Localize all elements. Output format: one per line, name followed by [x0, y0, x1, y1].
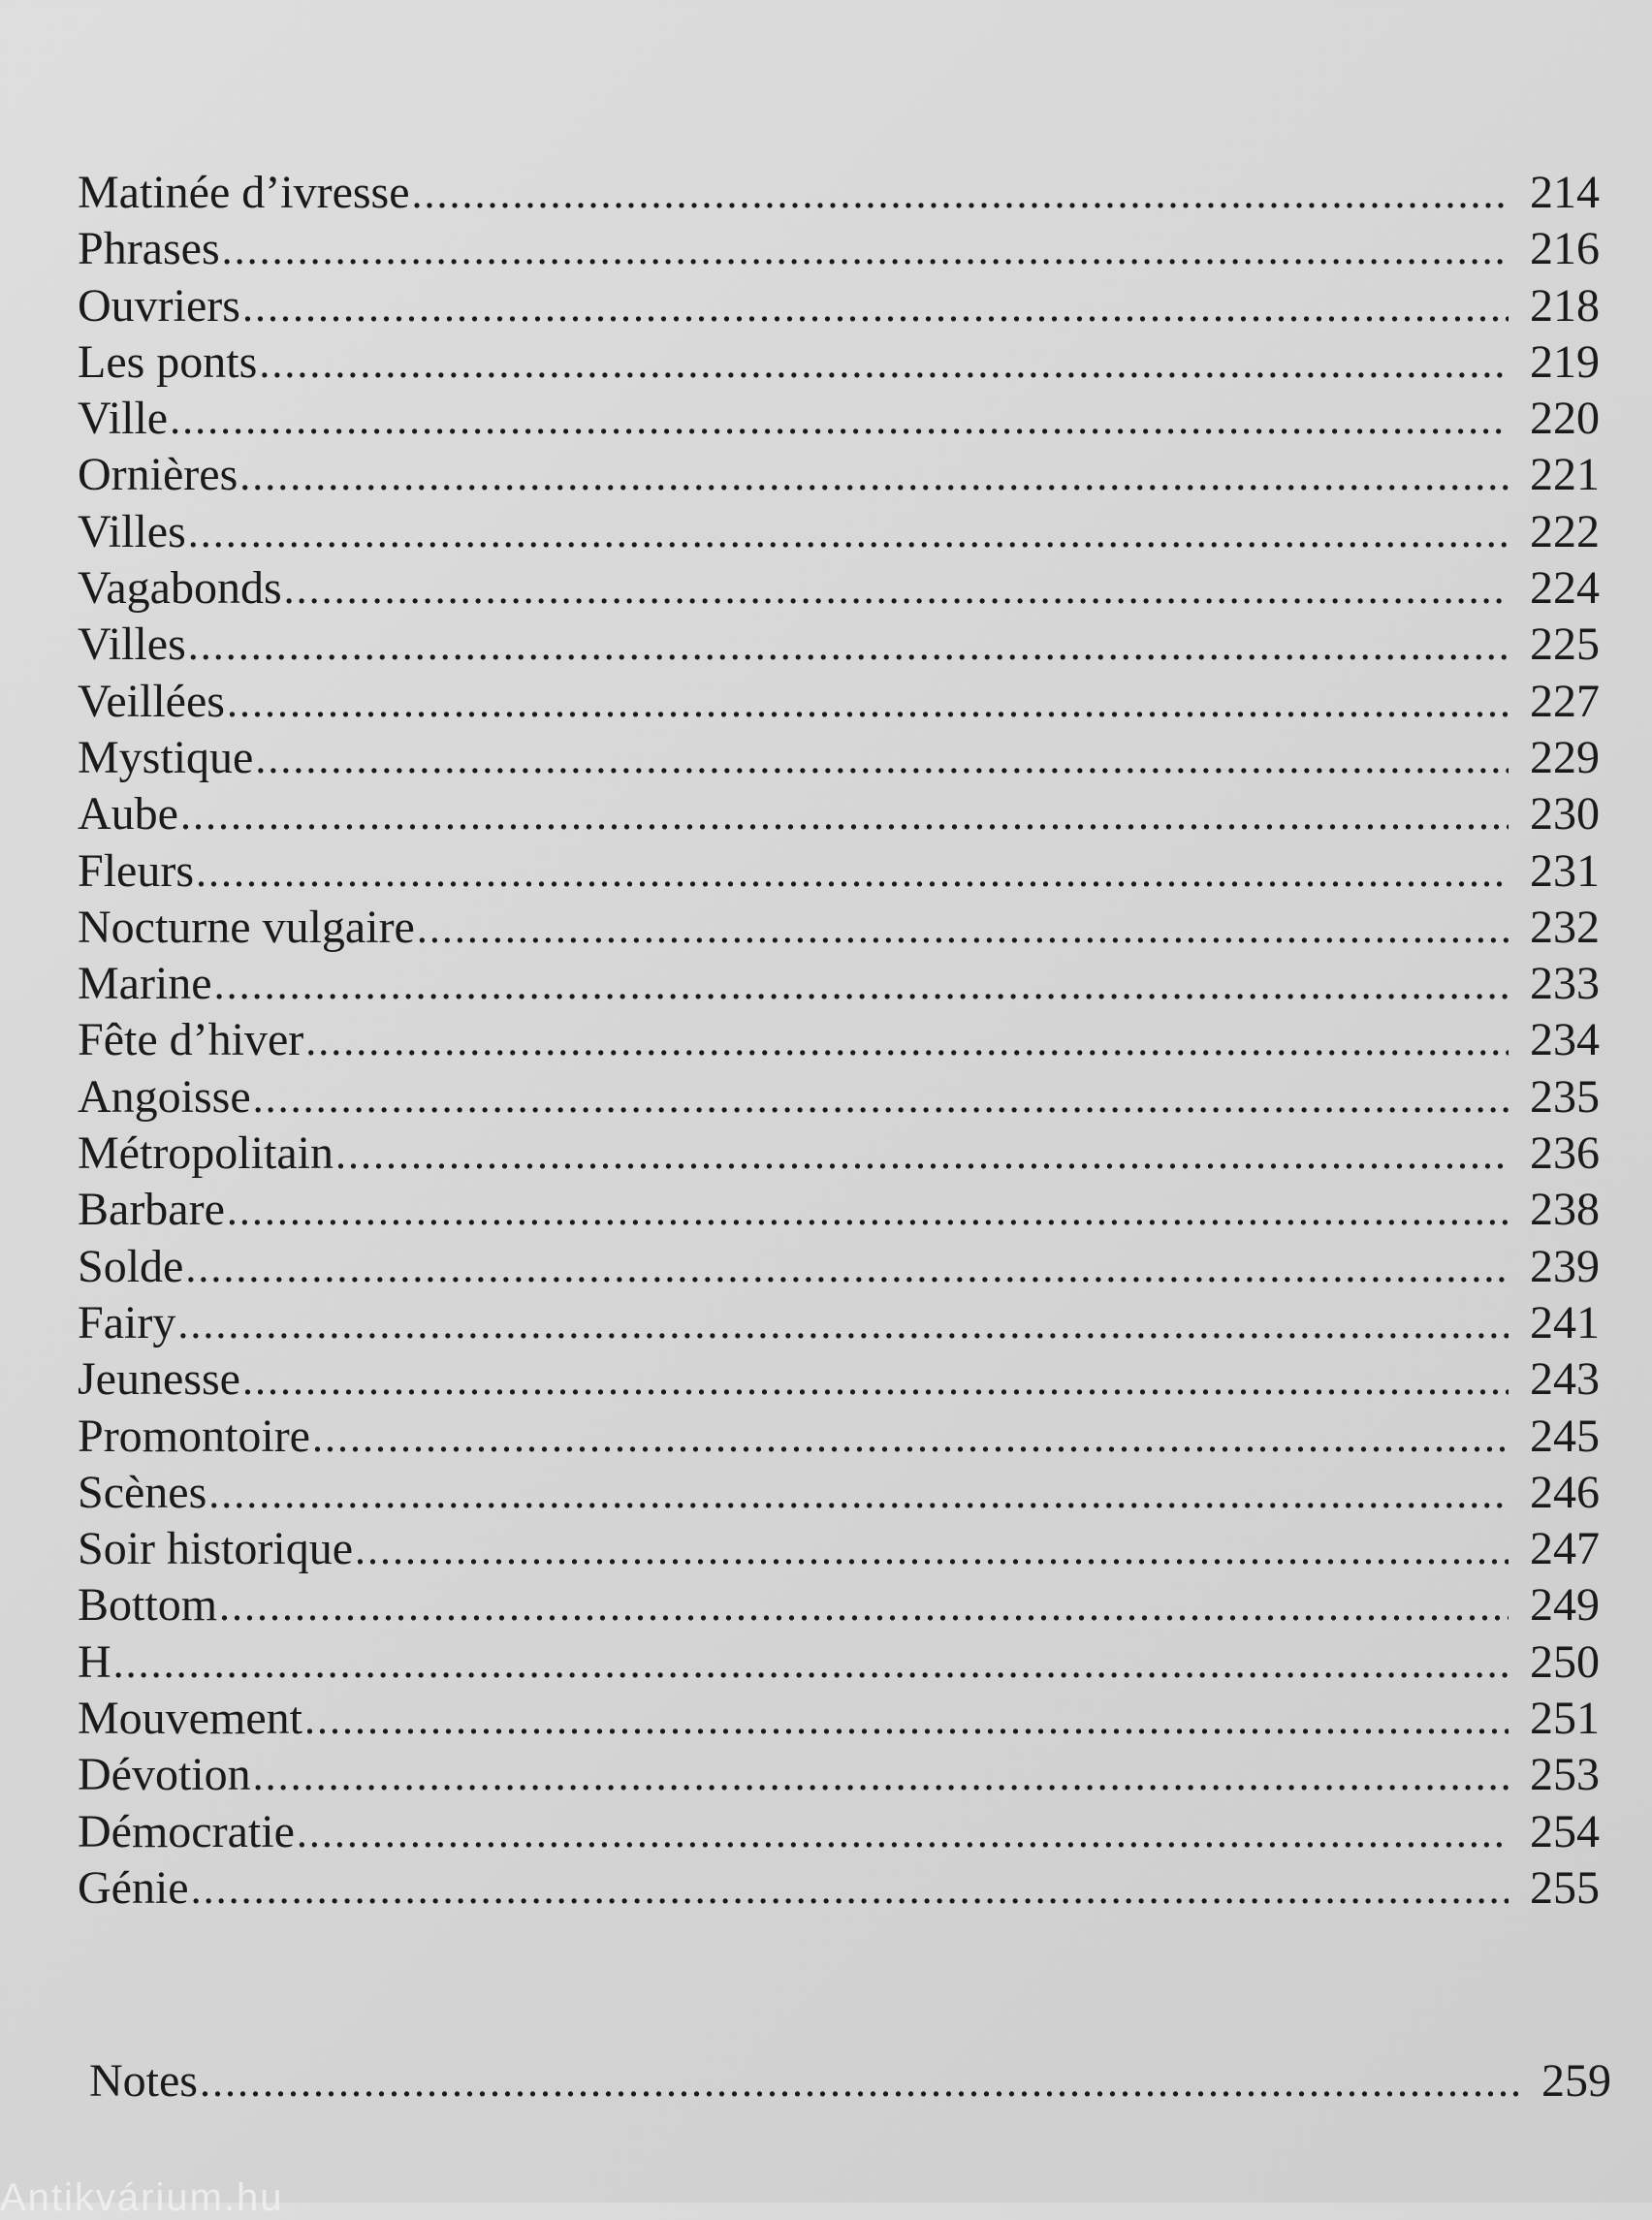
- toc-entry-page: 250: [1530, 1635, 1600, 1688]
- toc-entry-title: Génie: [78, 1861, 189, 1914]
- toc-entry-page: 230: [1530, 788, 1600, 840]
- toc-entry-page: 249: [1530, 1579, 1600, 1632]
- toc-notes-page: 259: [1541, 2055, 1611, 2107]
- toc-entry-page: 239: [1530, 1240, 1600, 1292]
- toc-entry: [78, 1577, 1600, 1633]
- toc-entry: [78, 1634, 1600, 1691]
- dot-leader: [185, 1240, 1509, 1296]
- toc-notes-title: Notes: [89, 2055, 198, 2107]
- dot-leader: [304, 1692, 1509, 1748]
- toc-entry-title: Angoisse: [78, 1070, 251, 1123]
- dot-leader: [239, 448, 1509, 504]
- toc-entry-page: 246: [1530, 1466, 1600, 1518]
- toc-entry-title: Démocratie: [78, 1805, 295, 1857]
- dot-leader: [227, 1183, 1509, 1239]
- toc-entry-page: 241: [1530, 1296, 1600, 1348]
- toc-entry: [78, 165, 1600, 221]
- toc-entry: [78, 1521, 1600, 1577]
- watermark: Antikvárium.hu: [0, 2176, 284, 2219]
- toc-entry-page: 233: [1530, 958, 1600, 1010]
- toc-entry-page: 238: [1530, 1184, 1600, 1236]
- table-of-contents: [78, 165, 1600, 1917]
- toc-entry-title: Marine: [78, 958, 212, 1010]
- dot-leader: [180, 787, 1509, 843]
- dot-leader: [242, 1352, 1509, 1409]
- toc-entry-page: 254: [1530, 1805, 1600, 1857]
- dot-leader: [255, 731, 1509, 787]
- toc-entry: [78, 1691, 1600, 1747]
- toc-entry: [78, 504, 1600, 560]
- toc-entry-title: Phrases: [78, 223, 220, 275]
- dot-leader: [417, 901, 1509, 957]
- toc-entry: [78, 1351, 1600, 1408]
- toc-entry-notes: [89, 2053, 1611, 2109]
- toc-entry-page: 220: [1530, 393, 1600, 445]
- toc-entry-page: 243: [1530, 1353, 1600, 1406]
- toc-entry-title: Les ponts: [78, 335, 258, 388]
- toc-entry-title: Dévotion: [78, 1749, 251, 1801]
- toc-entry: [78, 1069, 1600, 1126]
- toc-entry-page: 227: [1530, 675, 1600, 727]
- toc-entry-page: 235: [1530, 1070, 1600, 1123]
- dot-leader: [208, 1466, 1509, 1522]
- dot-leader: [335, 1126, 1509, 1183]
- toc-entry-page: 216: [1530, 223, 1600, 275]
- toc-entry-title: Fête d’hiver: [78, 1014, 304, 1066]
- toc-entry-title: Villes: [78, 618, 186, 671]
- toc-entry-page: 218: [1530, 279, 1600, 332]
- dot-leader: [188, 505, 1509, 561]
- toc-entry: [78, 391, 1600, 447]
- toc-entry: [78, 1126, 1600, 1182]
- toc-entry: [78, 1239, 1600, 1295]
- toc-entry: [78, 1747, 1600, 1803]
- dot-leader: [242, 279, 1509, 335]
- dot-leader: [253, 1070, 1509, 1126]
- toc-entry: [78, 900, 1600, 956]
- toc-entry: [78, 334, 1600, 391]
- dot-leader: [253, 1748, 1509, 1804]
- toc-entry: [78, 1860, 1600, 1917]
- toc-entry: [78, 447, 1600, 503]
- toc-notes: [89, 2053, 1611, 2109]
- toc-entry-title: Scènes: [78, 1466, 207, 1518]
- toc-entry-page: 255: [1530, 1861, 1600, 1914]
- toc-entry-page: 253: [1530, 1749, 1600, 1801]
- toc-entry: [78, 221, 1600, 277]
- toc-entry-page: 229: [1530, 731, 1600, 783]
- toc-entry-title: Solde: [78, 1240, 184, 1292]
- toc-entry-title: Ornières: [78, 449, 238, 501]
- toc-entry-page: 224: [1530, 562, 1600, 615]
- toc-entry: [78, 560, 1600, 617]
- toc-entry-title: Fleurs: [78, 844, 194, 897]
- dot-leader: [222, 222, 1509, 278]
- toc-entry-title: Vagabonds: [78, 562, 282, 615]
- dot-leader: [113, 1635, 1509, 1692]
- toc-entry: [78, 1804, 1600, 1860]
- dot-leader: [214, 957, 1509, 1013]
- dot-leader: [188, 618, 1509, 674]
- toc-entry-title: Ville: [78, 393, 169, 445]
- toc-entry-page: 232: [1530, 901, 1600, 953]
- toc-entry: [78, 1012, 1600, 1068]
- toc-entry-title: Mouvement: [78, 1693, 302, 1745]
- toc-entry: [78, 1409, 1600, 1465]
- toc-entry-page: 222: [1530, 505, 1600, 557]
- toc-entry: [78, 1295, 1600, 1351]
- toc-entry-title: Promontoire: [78, 1410, 310, 1462]
- toc-entry-page: 234: [1530, 1014, 1600, 1066]
- toc-entry-page: 225: [1530, 618, 1600, 671]
- dot-leader: [177, 1296, 1509, 1352]
- toc-entry-page: 214: [1530, 167, 1600, 218]
- toc-entry-title: Villes: [78, 505, 186, 557]
- dot-leader: [312, 1410, 1509, 1466]
- toc-entry: [78, 617, 1600, 673]
- toc-entry-page: 247: [1530, 1523, 1600, 1575]
- toc-entry-title: Barbare: [78, 1184, 225, 1236]
- toc-entry-title: Aube: [78, 788, 178, 840]
- toc-entry-title: Matinée d’ivresse: [78, 167, 410, 218]
- toc-entry: [78, 956, 1600, 1012]
- toc-entry-page: 251: [1530, 1693, 1600, 1745]
- dot-leader: [355, 1522, 1509, 1578]
- dot-leader: [259, 335, 1509, 392]
- toc-entry-page: 236: [1530, 1127, 1600, 1180]
- toc-entry: [78, 278, 1600, 334]
- dot-leader: [305, 1013, 1509, 1069]
- toc-entry: [78, 1465, 1600, 1521]
- toc-entry-title: Fairy: [78, 1296, 176, 1348]
- toc-entry-title: Métropolitain: [78, 1127, 334, 1180]
- toc-entry: [78, 843, 1600, 900]
- toc-entry-title: Ouvriers: [78, 279, 240, 332]
- dot-leader: [297, 1805, 1509, 1861]
- dot-leader: [191, 1861, 1509, 1918]
- dot-leader: [227, 675, 1509, 731]
- toc-entry-title: Jeunesse: [78, 1353, 240, 1406]
- toc-entry-page: 221: [1530, 449, 1600, 501]
- toc-entry: [78, 786, 1600, 842]
- dot-leader: [412, 166, 1509, 222]
- toc-entry-title: Nocturne vulgaire: [78, 901, 415, 953]
- toc-entry-title: Veillées: [78, 675, 225, 727]
- toc-entry-page: 231: [1530, 844, 1600, 897]
- toc-entry-title: Bottom: [78, 1579, 218, 1632]
- toc-entry-title: H: [78, 1635, 111, 1688]
- toc-entry: [78, 674, 1600, 730]
- dot-leader: [200, 2054, 1520, 2110]
- toc-entry-page: 219: [1530, 335, 1600, 388]
- dot-leader: [196, 844, 1509, 901]
- toc-entry-title: Mystique: [78, 731, 254, 783]
- toc-entry-page: 245: [1530, 1410, 1600, 1462]
- toc-entry: [78, 1182, 1600, 1238]
- dot-leader: [284, 561, 1509, 618]
- dot-leader: [170, 392, 1509, 448]
- toc-entry-title: Soir historique: [78, 1523, 353, 1575]
- toc-entry: [78, 730, 1600, 786]
- dot-leader: [219, 1578, 1509, 1634]
